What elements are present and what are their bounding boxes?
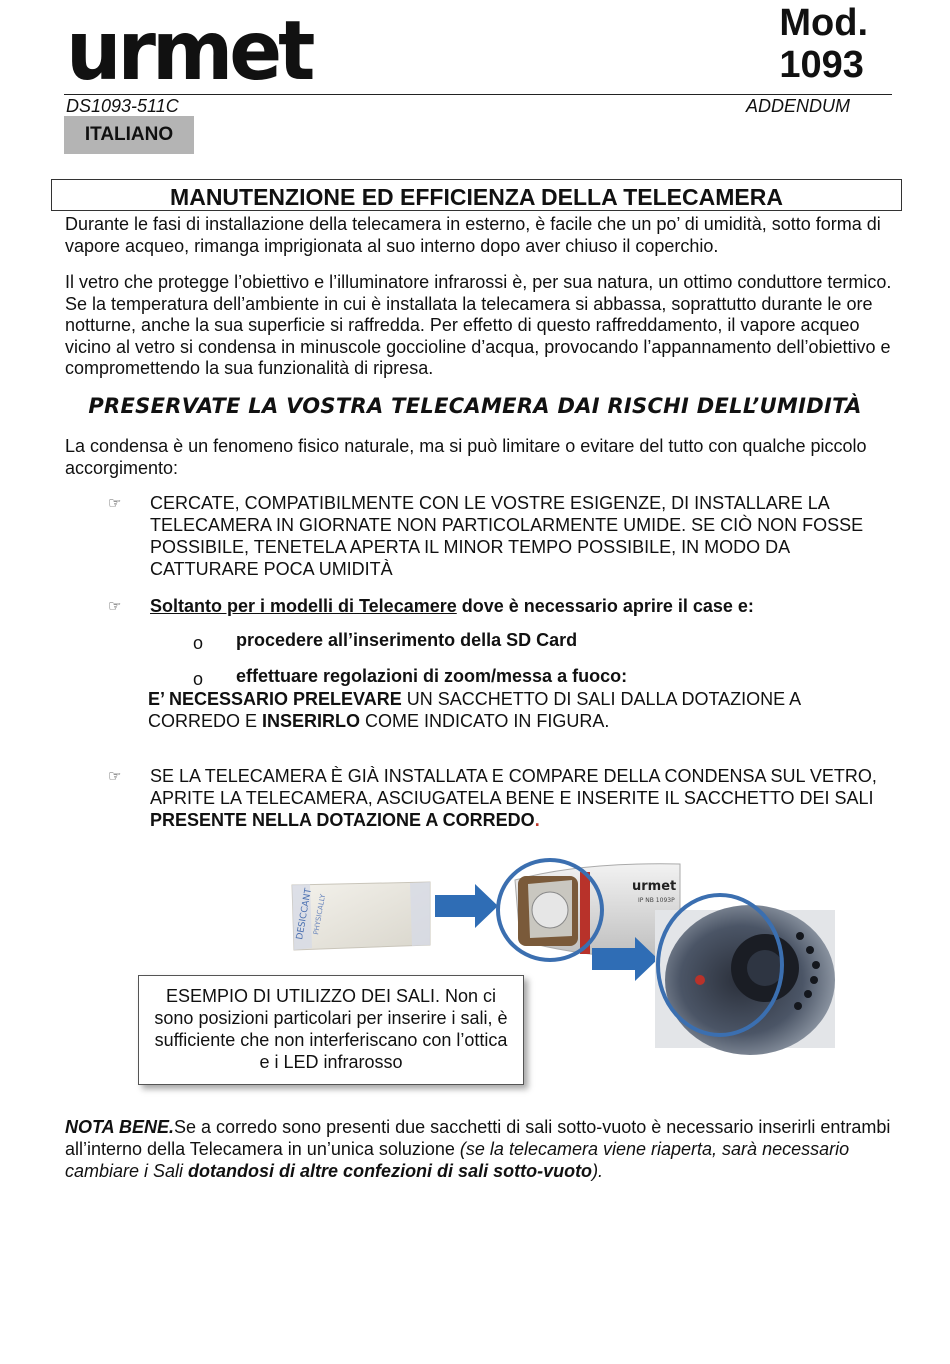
nota-text: Se a corredo sono presenti due sacchetti di sali sotto-vuoto è necessario inserirli entrambi all’interno della Telecamera in un’unica soluzione <box>65 1117 891 1159</box>
svg-text:PHYSICALLY: PHYSICALLY <box>312 893 328 936</box>
figure-caption: ESEMPIO DI UTILIZZO DEI SALI. Non ci sono posizioni particolari per inserire i sali, è sufficiente che non interferiscano con l’ottica e i LED infrarosso <box>138 975 524 1085</box>
svg-text:urmet: urmet <box>66 3 312 99</box>
camera-brand: urmet <box>632 879 677 894</box>
pointing-hand-icon: ☞ <box>108 495 122 512</box>
model-code: 1093 <box>779 44 864 86</box>
section-title: MANUTENZIONE ED EFFICIENZA DELLA TELECAMERA <box>51 179 902 211</box>
camera-model: IP NB 1093P <box>638 897 675 904</box>
sachet-label: DESICCANT <box>295 887 314 941</box>
bullet-models-open-case <box>150 595 880 617</box>
sub-bullet-marker: o <box>193 633 204 653</box>
sub-item-zoom-focus: effettuare regolazioni di zoom/messa a fuoco: <box>236 666 628 686</box>
doc-type: ADDENDUM <box>746 96 851 116</box>
note-text: UN SACCHETTO DI SALI DALLA DOTAZIONE A CORREDO E <box>148 689 801 731</box>
bullet-models-rest: dove è necessario aprire il case e: <box>456 596 754 616</box>
sub-bullet-marker: o <box>193 669 204 689</box>
bullet-already-installed <box>150 765 880 831</box>
nota-end: ). <box>592 1161 604 1181</box>
pointing-hand-icon: ☞ <box>108 768 122 785</box>
note-insert-sachet <box>148 688 888 732</box>
desiccant-sachet-image <box>292 882 430 950</box>
bullet-models-underlined: Soltanto per i modelli di Telecamere <box>150 596 457 616</box>
paragraph-intro: Durante le fasi di installazione della telecamera in esterno, è facile che un po’ di umidità, sotto forma di vapore acqueo, rimanga imprigionata al suo interno dopo aver chiuso il coperchio. <box>65 214 881 256</box>
dome-camera-image <box>655 895 835 1055</box>
doc-code: DS1093-511C <box>66 96 179 116</box>
sub-item-sd-card: procedere all’inserimento della SD Card <box>236 630 578 650</box>
model-label: Mod. <box>779 2 868 44</box>
nota-italic: (se la telecamera viene riaperta, sarà necessario cambiare i Sali <box>65 1139 850 1181</box>
subtitle: PRESERVATE LA VOSTRA TELECAMERA DAI RISCHI DELL’UMIDITÀ <box>88 394 862 418</box>
nota-label: NOTA BENE. <box>65 1117 175 1137</box>
arrow-icon <box>435 884 498 928</box>
urmet-logo <box>66 3 312 99</box>
pointing-hand-icon: ☞ <box>108 598 122 615</box>
language-badge: ITALIANO <box>64 116 194 154</box>
nota-bene <box>65 1116 905 1182</box>
paragraph-condensation: La condensa è un fenomeno fisico naturale, ma si può limitare o evitare del tutto con qualche piccolo accorgimento: <box>65 436 867 478</box>
bullet-install-dry-days: CERCATE, COMPATIBILMENTE CON LE VOSTRE ESIGENZE, DI INSTALLARE LA TELECAMERA IN GIORNATE NON PARTICOLARMENTE UMIDE. SE CIÒ NON FOSSE POSSIBILE, TENETELA APERTA IL MINOR TEMPO POSSIBILE, IN MODO DA CATTURARE POCA UMIDITÀ <box>150 493 864 579</box>
note-bold-prelevare: E’ NECESSARIO PRELEVARE <box>148 689 402 709</box>
nota-bold-italic: dotandosi di altre confezioni di sali sotto-vuoto <box>188 1161 593 1181</box>
bullet-camera-image <box>498 860 680 960</box>
red-period: . <box>534 810 540 830</box>
paragraph-glass: Il vetro che protegge l’obiettivo e l’illuminatore infrarossi è, per sua natura, un ottimo conduttore termico. Se la temperatura dell’ambiente in cui è installata la telecamera si abbassa, soprattutto durante le ore notturne, anche la sua superficie si raffredda. Per effetto di questo raffreddamento, il vapore acqueo vicino al vetro si condensa in minuscole goccioline d’acqua, provocando l’appannamento dell’obiettivo e compromettendo la sua funzionalità di ripresa. <box>65 272 892 378</box>
model-number <box>779 2 868 86</box>
note-text-end: COME INDICATO IN FIGURA. <box>360 711 610 731</box>
note-bold-inserirlo: INSERIRLO <box>262 711 361 731</box>
bullet-already-installed-text: SE LA TELECAMERA È GIÀ INSTALLATA E COMPARE DELLA CONDENSA SUL VETRO, APRITE LA TELECAMERA, ASCIUGATELA BENE E INSERITE IL SACCHETTO DEI SALI <box>150 766 877 808</box>
bullet-already-installed-bold: PRESENTE NELLA DOTAZIONE A CORREDO <box>150 810 535 830</box>
header-divider <box>64 94 892 95</box>
